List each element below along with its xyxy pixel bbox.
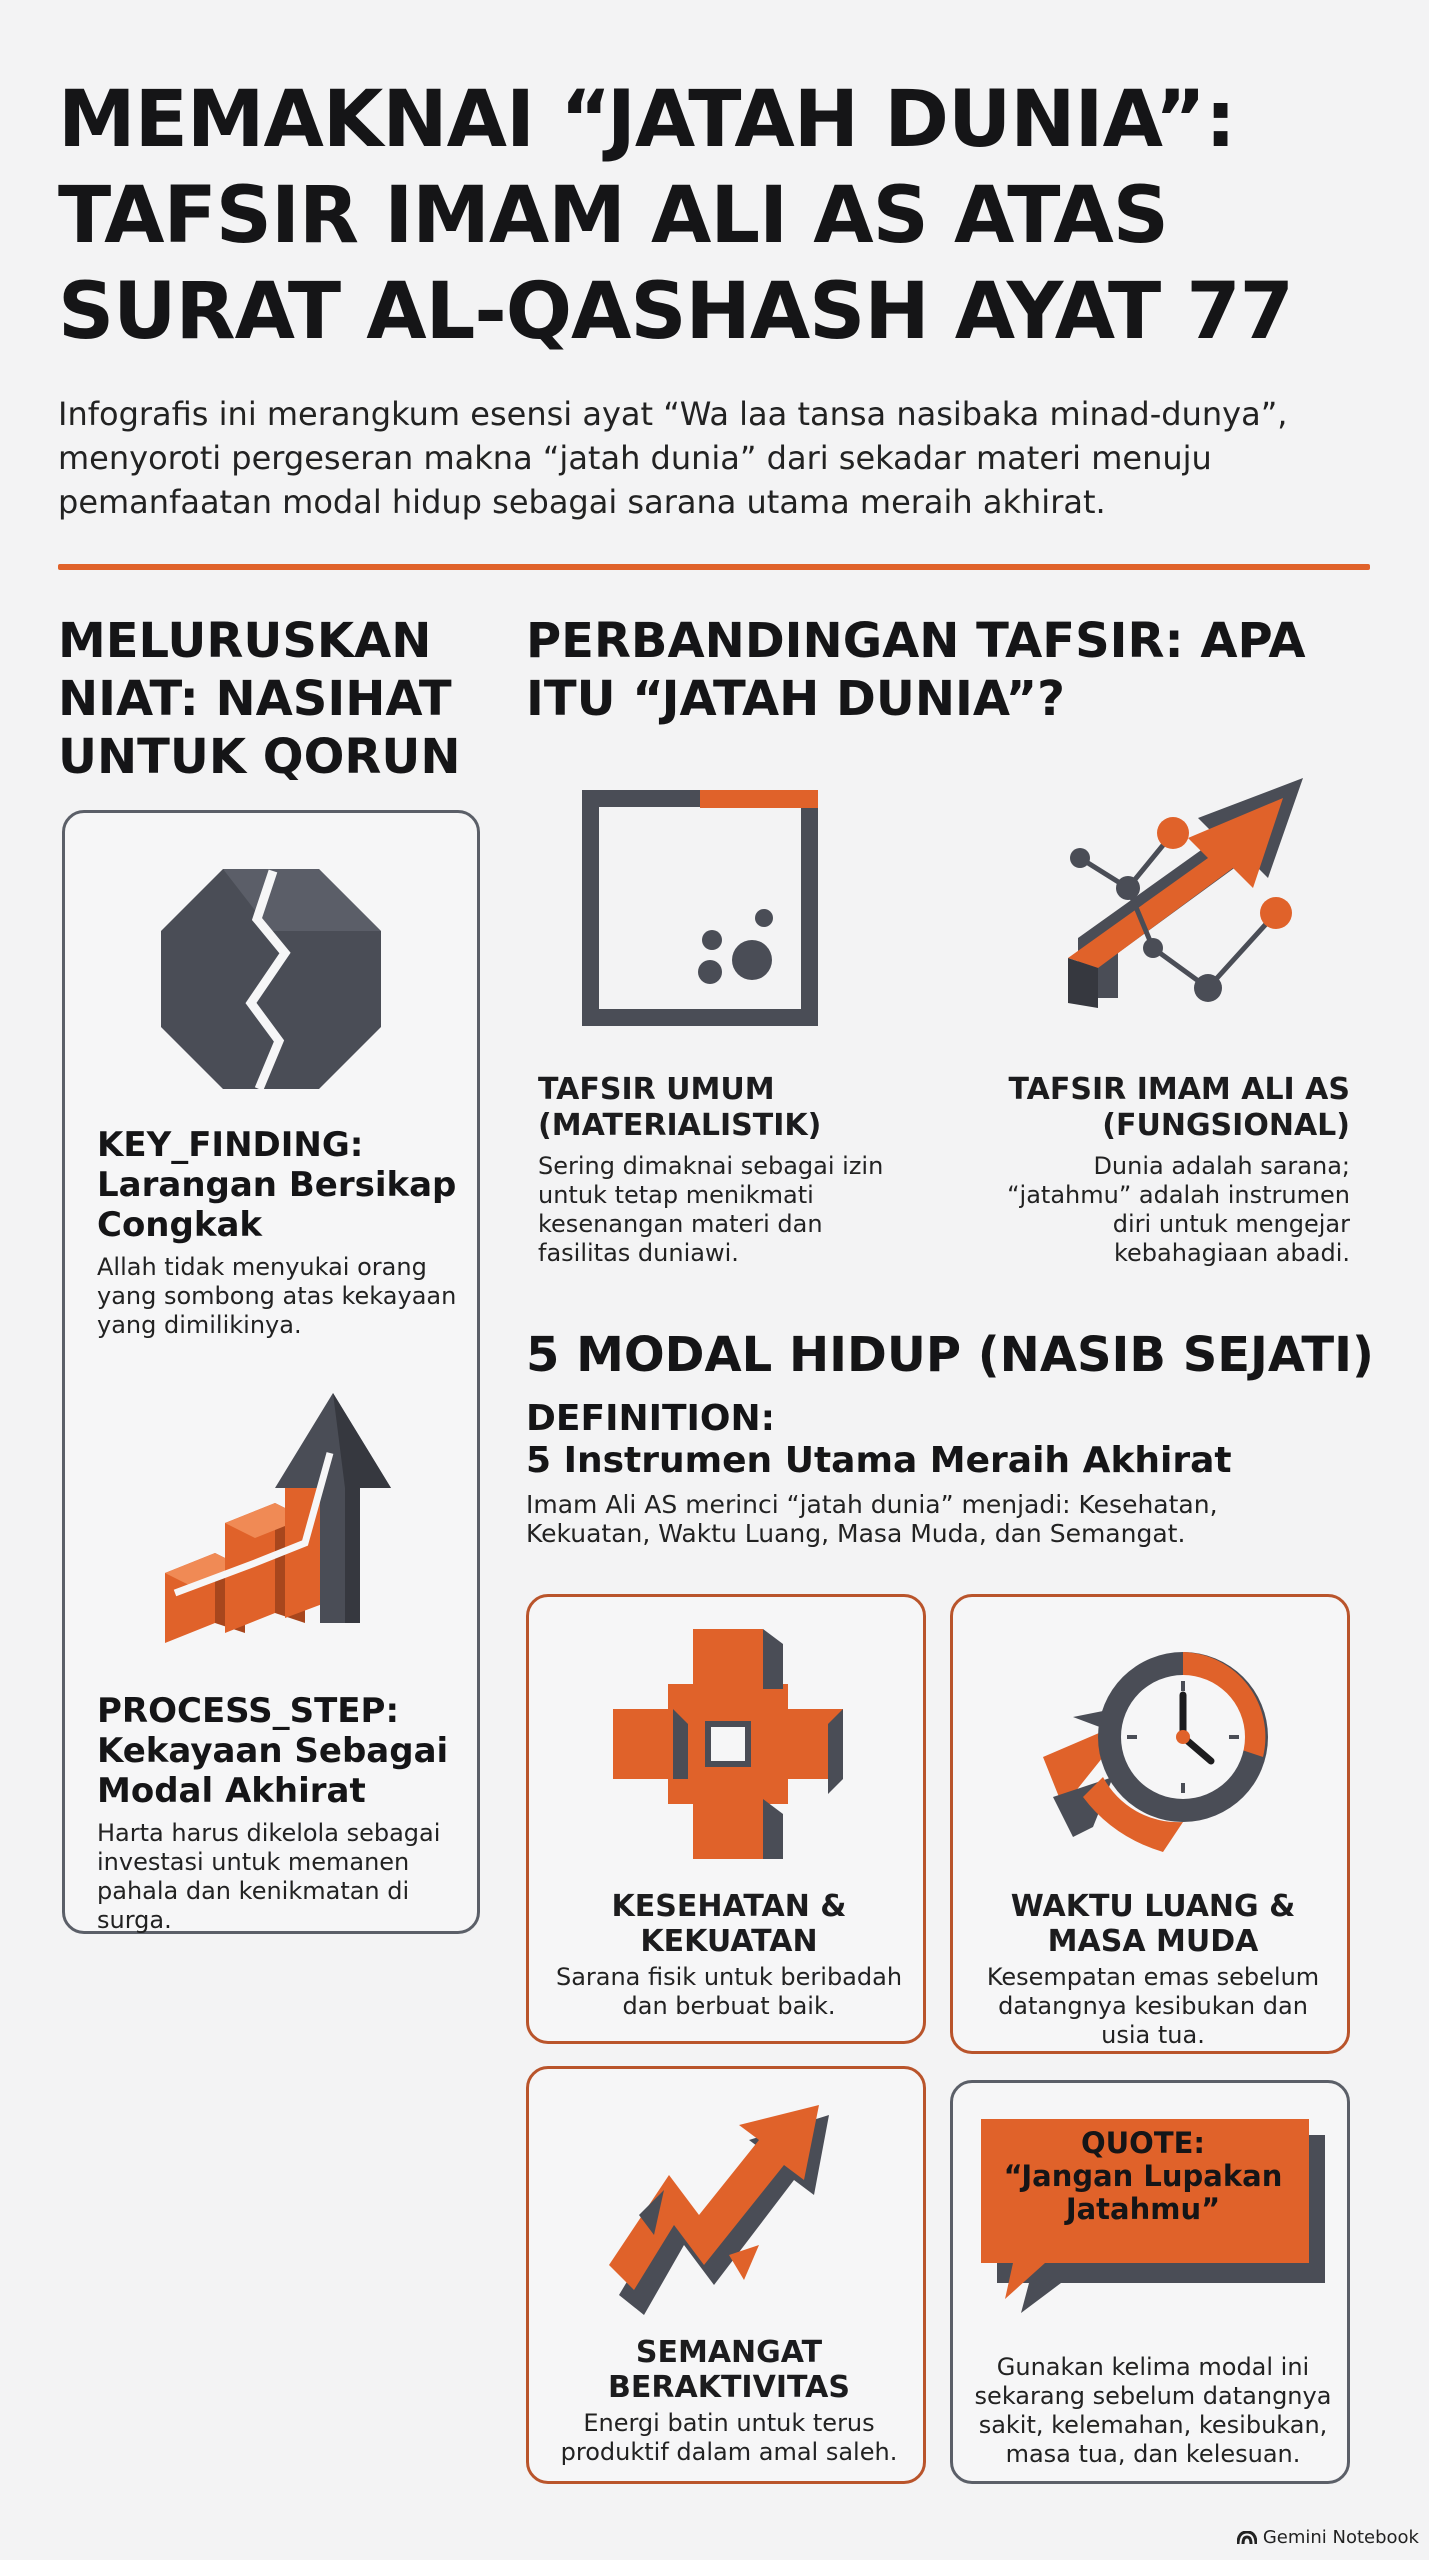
key-finding-body: Allah tidak menyukai orang yang sombong atas kekayaan yang dimilikinya.: [97, 1253, 457, 1339]
cube-structure-icon: [613, 1629, 843, 1859]
definition-block: [526, 1398, 1386, 1482]
title-line-2: TAFSIR IMAM ALI AS ATAS: [58, 171, 1168, 261]
process-step-label: PROCESS_STEP:: [97, 1691, 400, 1731]
imam-ali-tafsir-body: Dunia adalah sarana; “jatahmu” adalah instrumen diri untuk mengejar kebahagiaan abadi.: [1007, 1152, 1350, 1267]
cracked-rock-icon: [153, 861, 389, 1097]
advice-card: [62, 810, 480, 1934]
zigzag-arrow-icon: [609, 2095, 849, 2325]
growth-bars-icon: [155, 1393, 415, 1643]
process-step-title: Kekayaan Sebagai Modal Akhirat: [97, 1731, 449, 1811]
title-line-3: SURAT AL-QASHASH AYAT 77: [58, 267, 1293, 357]
quote-text: “Jangan Lupakan Jatahmu”: [1003, 2159, 1283, 2226]
modal-card-health: [526, 1594, 926, 2044]
page-title: [58, 72, 1388, 360]
spirit-card-body: Energi batin untuk terus produktif dalam amal saleh.: [560, 2409, 898, 2466]
footer-brand: [1237, 2527, 1419, 2548]
network-arrow-icon: [1058, 778, 1308, 1028]
process-step-block: [97, 1691, 467, 1811]
quote-card: [950, 2080, 1350, 2484]
health-card-title: KESEHATAN & KEKUATAN: [611, 1889, 847, 1959]
title-line-1: MEMAKNAI “JATAH DUNIA”:: [58, 75, 1236, 165]
general-tafsir-title: TAFSIR UMUM (MATERIALISTIK): [538, 1072, 822, 1143]
speeding-clock-icon: [1043, 1637, 1273, 1867]
quote-body: Gunakan kelima modal ini sekarang sebelum datangnya sakit, kelemahan, kesibukan, masa tua, dan kelesuan.: [974, 2353, 1332, 2468]
process-step-body: Harta harus dikelola sebagai investasi untuk memanen pahala dan kenikmatan di surga.: [97, 1819, 441, 1934]
key-finding-block: [97, 1125, 457, 1245]
time-card-body: Kesempatan emas sebelum datangnya kesibukan dan usia tua.: [986, 1963, 1320, 2049]
general-tafsir-body: Sering dimaknai sebagai izin untuk tetap menikmati kesenangan materi dan fasilitas duniawi.: [538, 1152, 884, 1267]
left-section-heading: MELURUSKAN NIAT: NASIHAT UNTUK QORUN: [58, 613, 461, 785]
health-card-body: Sarana fisik untuk beribadah dan berbuat baik.: [555, 1963, 903, 2020]
key-finding-title: Larangan Bersikap Congkak: [97, 1165, 457, 1245]
notebook-logo-icon: [1237, 2531, 1257, 2545]
time-card-title: WAKTU LUANG & MASA MUDA: [1010, 1889, 1296, 1959]
intro-paragraph: Infografis ini merangkum esensi ayat “Wa laa tansa nasibaka minad-dunya”, menyoroti pergeseran makna “jatah dunia” dari sekadar materi menuju pemanfaatan modal hidup sebagai sarana utama meraih akhirat.: [58, 395, 1288, 521]
comparison-heading: PERBANDINGAN TAFSIR: APA ITU “JATAH DUNIA”?: [526, 613, 1306, 727]
definition-label: DEFINITION:: [526, 1398, 776, 1439]
spirit-card-title: SEMANGAT BERAKTIVITAS: [608, 2335, 850, 2405]
definition-title: 5 Instrumen Utama Meraih Akhirat: [526, 1440, 1232, 1481]
imam-ali-tafsir-title: TAFSIR IMAM ALI AS (FUNGSIONAL): [1008, 1072, 1350, 1143]
quote-block: [993, 2127, 1293, 2226]
section-divider: [58, 564, 1370, 570]
key-finding-label: KEY_FINDING:: [97, 1125, 364, 1165]
empty-box-icon: [582, 790, 818, 1026]
modal-heading: 5 MODAL HIDUP (NASIB SEJATI): [526, 1327, 1374, 1383]
definition-body: Imam Ali AS merinci “jatah dunia” menjadi: Kesehatan, Kekuatan, Waktu Luang, Masa Muda, dan Semangat.: [526, 1490, 1218, 1548]
modal-card-spirit: [526, 2066, 926, 2484]
quote-label: QUOTE:: [1080, 2126, 1206, 2160]
modal-card-time: [950, 1594, 1350, 2054]
footer-text: Gemini Notebook: [1262, 2527, 1419, 2548]
